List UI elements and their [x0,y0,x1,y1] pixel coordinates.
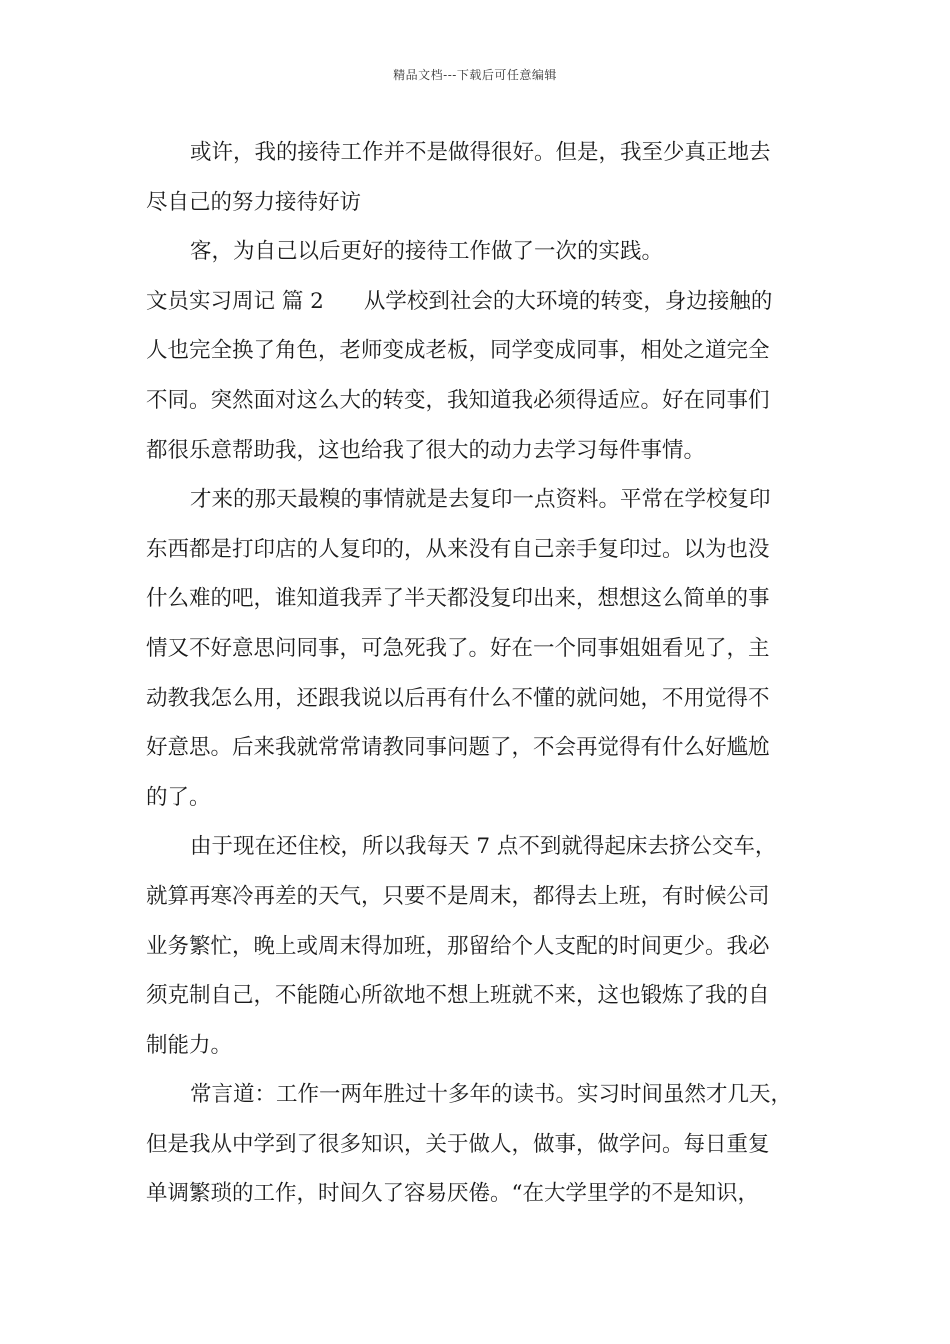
paragraph-line: 才来的那天最糗的事情就是去复印一点资料。平常在学校复印 [190,487,771,513]
paragraph-line: 尽自己的努力接待好访 [146,189,362,215]
paragraph-line: 须克制自己，不能随心所欲地不想上班就不来，这也锻炼了我的自 [146,983,770,1009]
page-header: 精品文档---下载后可任意编辑 [393,68,557,82]
paragraph-line: 但是我从中学到了很多知识，关于做人，做事，做学问。每日重复 [146,1131,770,1157]
paragraph-line: 单调繁琐的工作，时间久了容易厌倦。“在大学里学的不是知识， [146,1181,759,1207]
paragraph-text: 从学校到社会的大环境的转变，身边接触的 [363,288,773,314]
paragraph-line: 情又不好意思问同事，可急死我了。好在一个同事姐姐看见了，主 [146,635,770,661]
paragraph-line: 人也完全换了角色，老师变成老板，同学变成同事，相处之道完全 [146,338,770,364]
paragraph-line: 不同。突然面对这么大的转变，我知道我必须得适应。好在同事们 [146,387,770,413]
paragraph-line: 的了。 [146,784,211,810]
paragraph-line: 业务繁忙，晚上或周末得加班，那留给个人支配的时间更少。我必 [146,933,770,959]
paragraph-line: 东西都是打印店的人复印的，从来没有自己亲手复印过。以为也没 [146,536,770,562]
paragraph-line: 动教我怎么用，还跟我说以后再有什么不懂的就问她，不用觉得不 [146,685,770,711]
paragraph-line: 就算再寒冷再差的天气，只要不是周末，都得去上班，有时候公司 [146,883,770,909]
document-body [146,128,811,1219]
paragraph-line: 制能力。 [146,1032,233,1058]
paragraph-line: 什么难的吧，谁知道我弄了半天都没复印出来，想想这么简单的事 [146,586,770,612]
paragraph-line: 都很乐意帮助我，这也给我了很大的动力去学习每件事情。 [146,437,706,463]
paragraph-line: 客，为自己以后更好的接待工作做了一次的实践。 [190,239,664,265]
paragraph-line: 或许，我的接待工作并不是做得很好。但是，我至少真正地去 [190,140,771,165]
paragraph-line: 好意思。后来我就常常请教同事问题了，不会再觉得有什么好尴尬 [146,735,770,761]
paragraph-line: 常言道：工作一两年胜过十多年的读书。实习时间虽然才几天， [190,1082,793,1108]
section-title: 文员实习周记 篇 2 [146,288,324,314]
section-heading-line [146,277,811,327]
paragraph-line: 由于现在还住校，所以我每天 7 点不到就得起床去挤公交车， [190,834,777,860]
